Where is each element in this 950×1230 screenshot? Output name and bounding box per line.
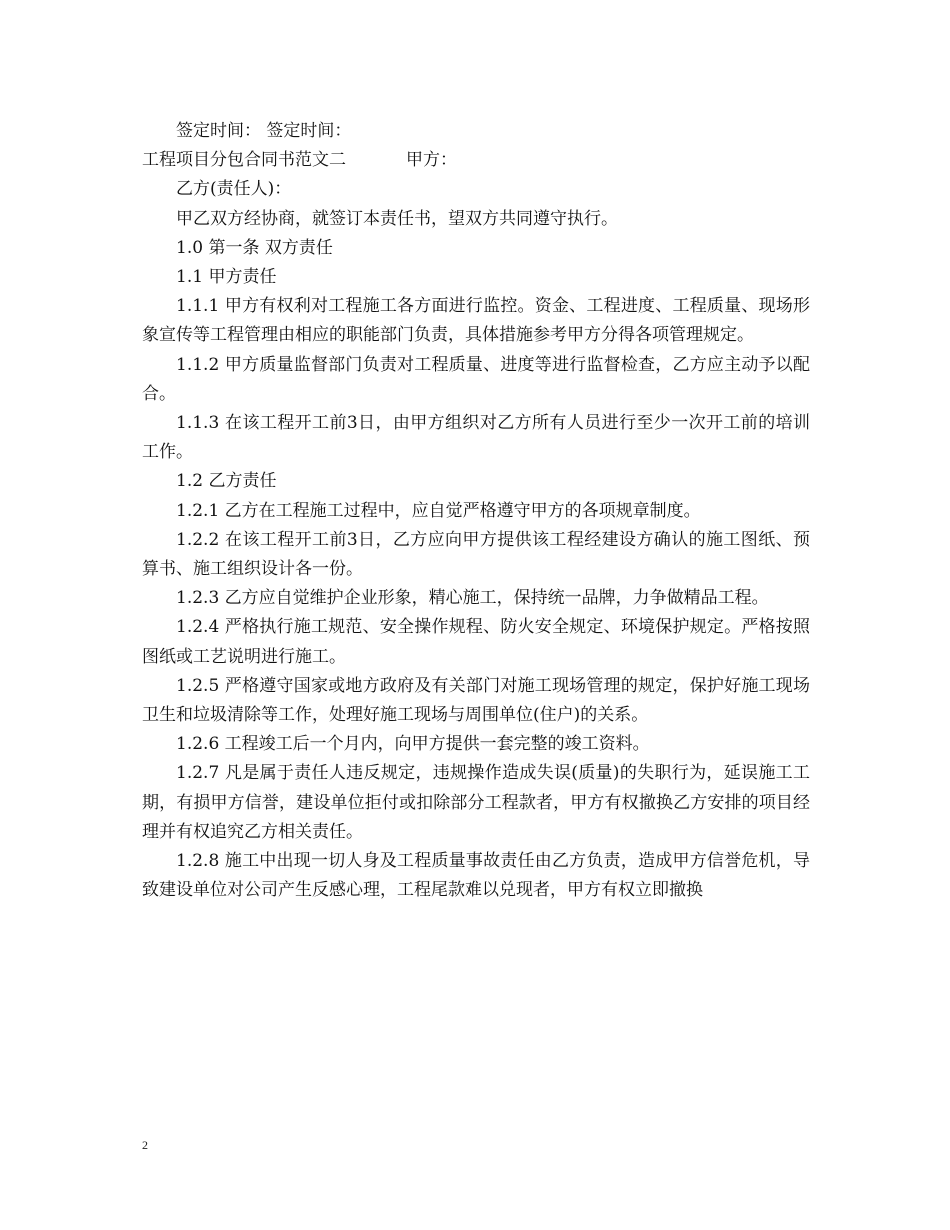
clause-1-2-6: 1.2.6 工程竣工后一个月内，向甲方提供一套完整的竣工资料。: [176, 734, 650, 755]
section-heading-1-1: 1.1 甲方责任: [176, 267, 277, 288]
section-heading-1-0: 1.0 第一条 双方责任: [176, 237, 333, 258]
intro-paragraph: 甲乙双方经协商，就签订本责任书，望双方共同遵守执行。: [176, 208, 618, 229]
document-body: [142, 117, 810, 905]
clause-1-2-7: 1.2.7 凡是属于责任人违反规定，违规操作造成失误(质量)的失职行为，延误施工工期，有损甲方信誉，建设单位拒付或扣除部分工程款者，甲方有权撤换乙方安排的项目经理并有权追究乙方相关责任。: [142, 763, 810, 842]
clause-1-2-5: 1.2.5 严格遵守国家或地方政府及有关部门对施工现场管理的规定，保护好施工现场卫生和垃圾清除等工作，处理好施工现场与周围单位(住户)的关系。: [142, 675, 810, 726]
clause-1-1-3: 1.1.3 在该工程开工前3日，由甲方组织对乙方所有人员进行至少一次开工前的培训工作。: [142, 413, 810, 463]
clause-1-2-8: 1.2.8 施工中出现一切人身及工程质量事故责任由乙方负责，造成甲方信誉危机，导致建设单位对公司产生反感心理，工程尾款难以兑现者，甲方有权立即撤换: [142, 851, 810, 901]
page-number: 2: [142, 1138, 148, 1152]
contract-title: 工程项目分包合同书范文二: [142, 150, 346, 171]
clause-1-1-2: 1.1.2 甲方质量监督部门负责对工程质量、进度等进行监督检查，乙方应主动予以配合。: [142, 354, 810, 404]
signing-time-line: 签定时间： 签定时间：: [176, 121, 352, 141]
contract-title-line: [142, 146, 810, 175]
clause-1-2-1: 1.2.1 乙方在工程施工过程中，应自觉严格遵守甲方的各项规章制度。: [176, 500, 701, 521]
section-heading-1-2: 1.2 乙方责任: [176, 471, 277, 492]
clause-1-1-1: 1.1.1 甲方有权利对工程施工各方面进行监控。资金、工程进度、工程质量、现场形象宣传等工程管理由相应的职能部门负责，具体措施参考甲方分得各项管理规定。: [142, 296, 810, 346]
clause-1-2-2: 1.2.2 在该工程开工前3日，乙方应向甲方提供该工程经建设方确认的施工图纸、预算书、施工组织设计各一份。: [142, 529, 810, 580]
clause-1-2-3: 1.2.3 乙方应自觉维护企业形象，精心施工，保持统一品牌，力争做精品工程。: [176, 588, 769, 609]
party-a-label: 甲方：: [406, 150, 457, 171]
clause-1-2-4: 1.2.4 严格执行施工规范、安全操作规程、防火安全规定、环境保护规定。严格按照图纸或工艺说明进行施工。: [142, 617, 810, 667]
party-b-label: 乙方(责任人)：: [176, 179, 292, 200]
